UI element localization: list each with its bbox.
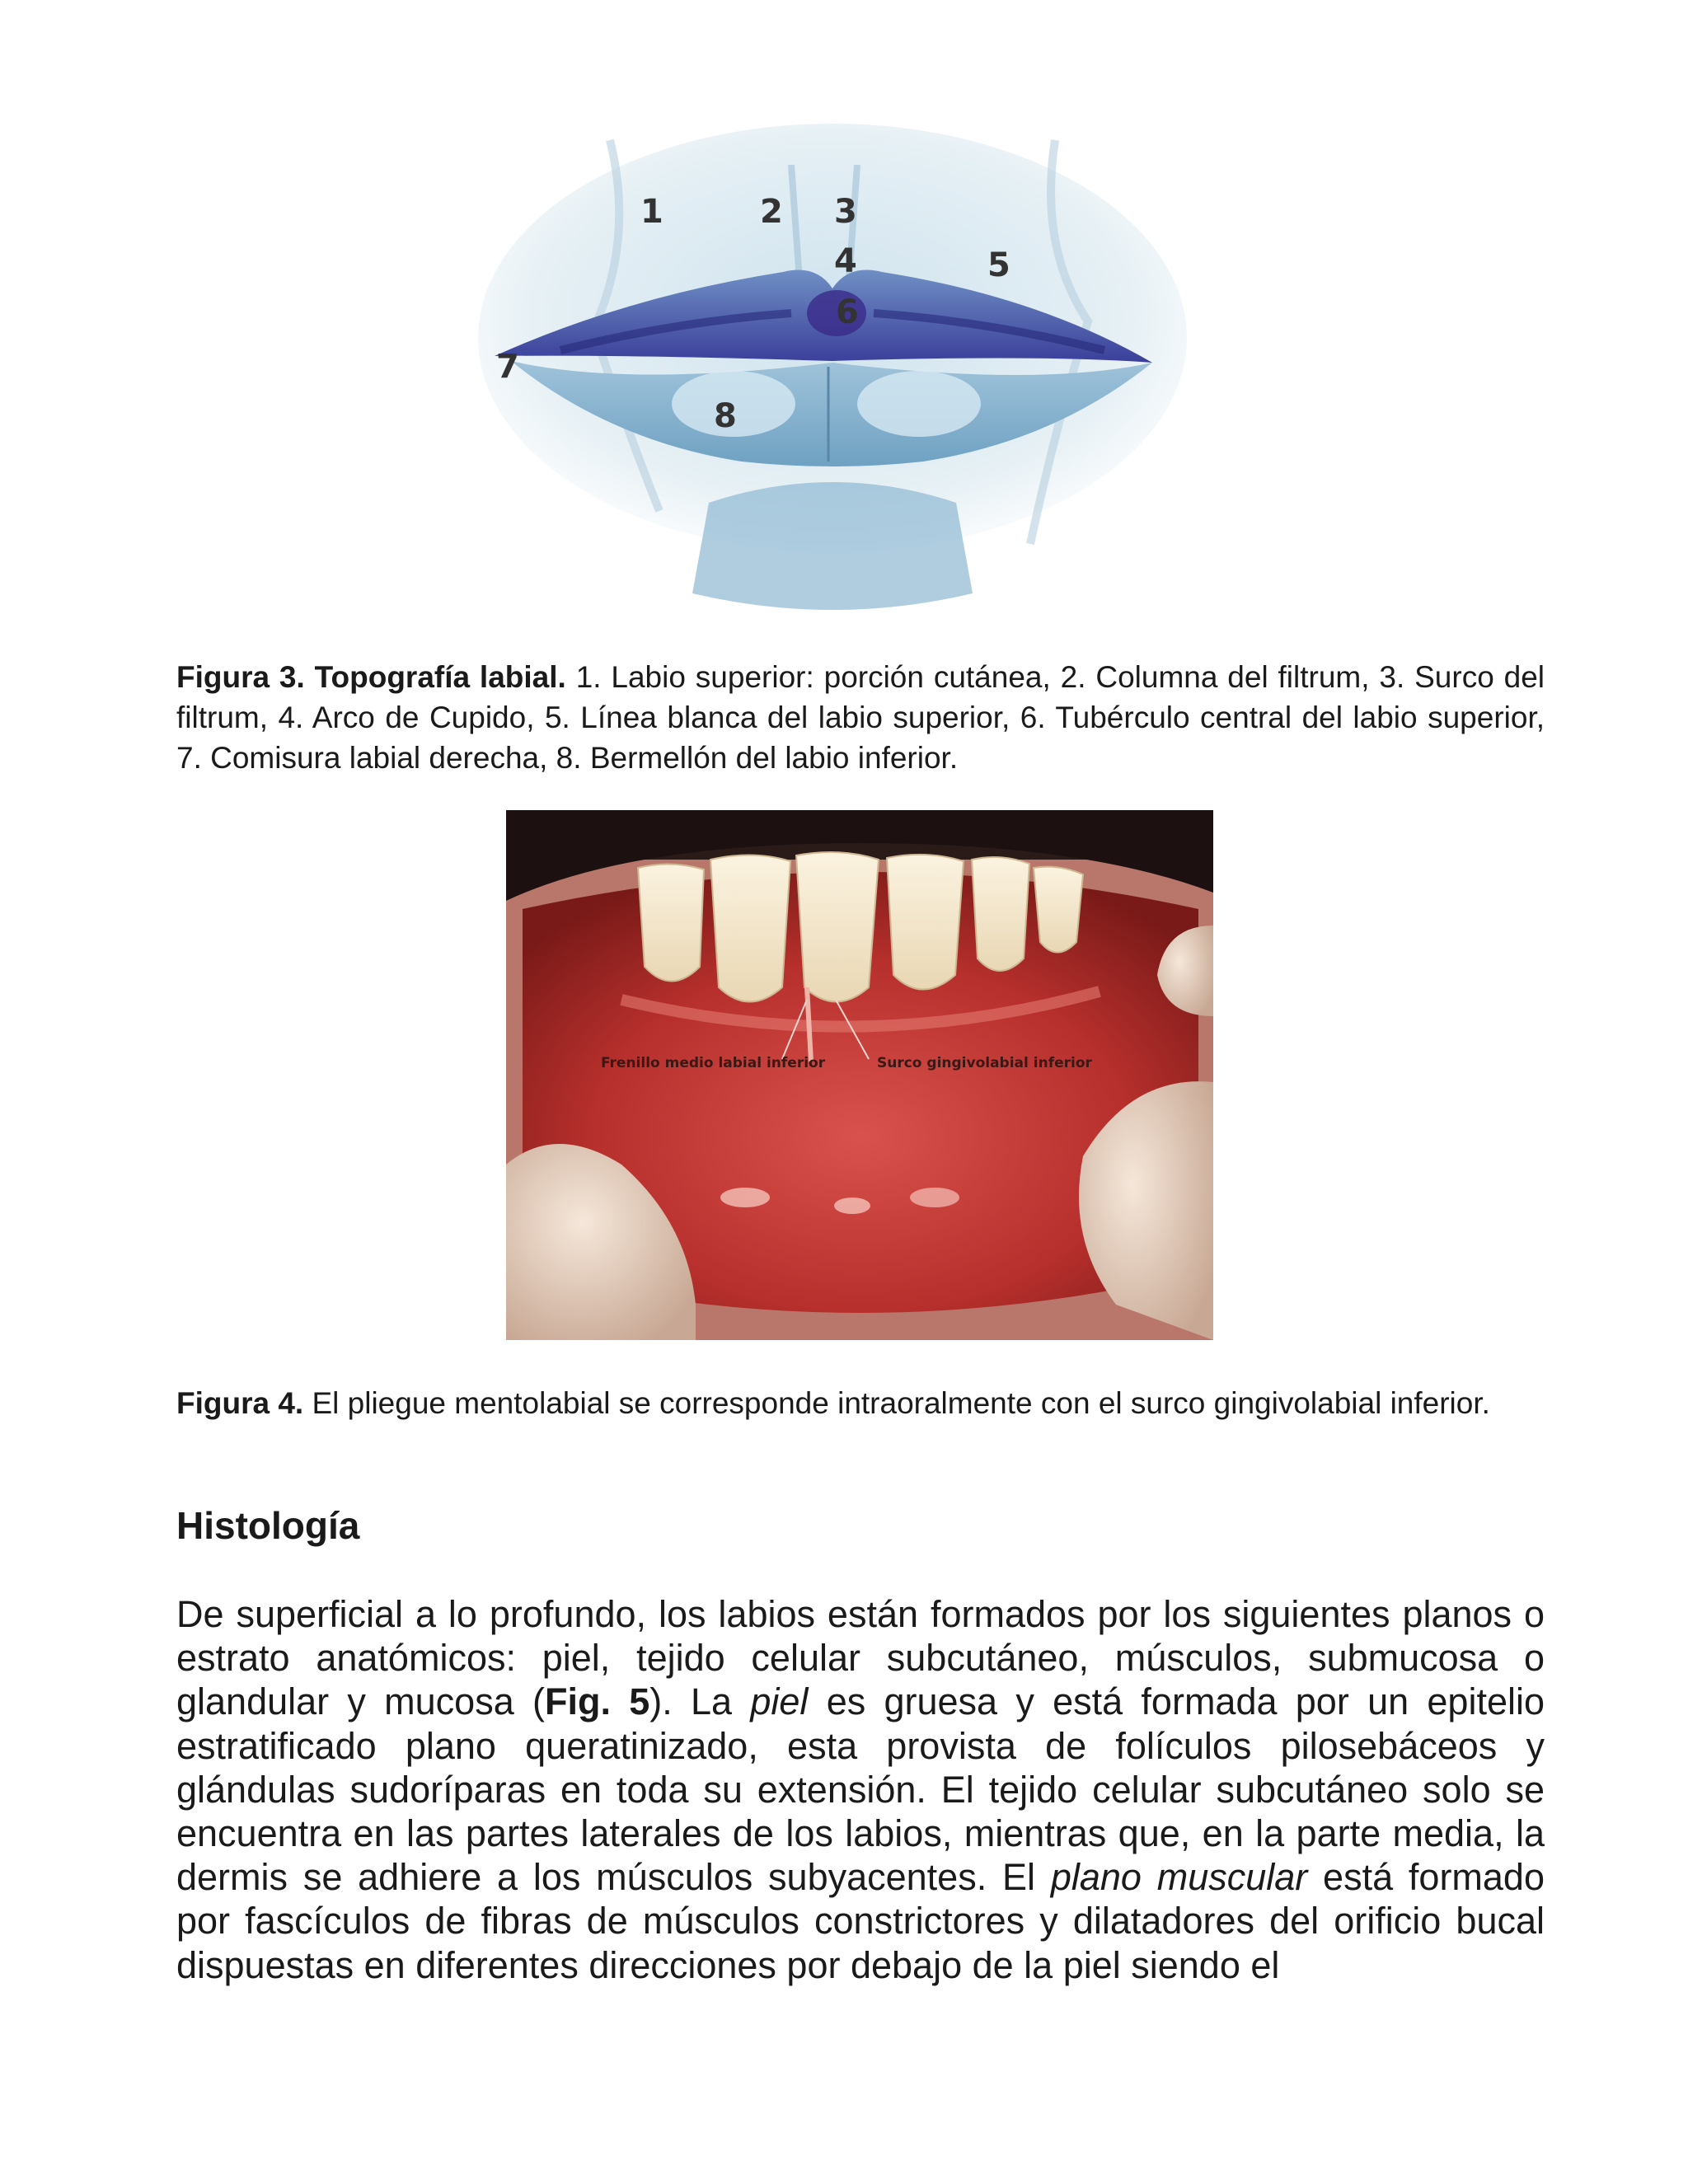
callout-7: 7 <box>496 348 519 386</box>
oral-photo-drawing <box>506 810 1213 1340</box>
figure-4-caption-text: El pliegue mentolabial se corresponde intraoralmente con el surco gingivolabial inferior. <box>312 1386 1490 1420</box>
figure-3-caption <box>176 657 1545 778</box>
callout-6: 6 <box>836 293 859 331</box>
figure-3-caption-text: 1. Labio superior: porción cutánea, 2. Columna del filtrum, 3. Surco del filtrum, 4. Arco de Cupido, 5. Línea blanca del labio superior, 6. Tubérculo central del labio superior, 7. Comisura labial derecha, 8. Bermellón del labio inferior. <box>176 660 1545 775</box>
body-paragraph <box>176 1592 1545 1987</box>
figure-5-reference: Fig. 5 <box>545 1680 650 1723</box>
figure-4-photo <box>506 810 1213 1340</box>
section-heading: Histología <box>176 1504 360 1547</box>
lip-topography-drawing <box>462 115 1203 626</box>
callout-5: 5 <box>987 246 1010 284</box>
figure-3-illustration <box>462 115 1203 626</box>
paragraph-part-3: es gruesa y está formada por un epitelio estratificado plano queratinizado, esta provista de folículos pilosebáceos y glándulas sudoríparas en toda su extensión. El tejido celular subcutáneo solo se encuentra en las partes laterales de los labios, mientras que, en la parte media, la dermis se adhiere a los músculos subyacentes. El <box>176 1680 1545 1899</box>
label-surco: Surco gingivolabial inferior <box>877 1055 1092 1071</box>
figure-4-caption-label: Figura 4. <box>176 1386 304 1420</box>
paragraph-part-1: De superficial a lo profundo, los labios están formados por los siguientes planos o estrato anatómicos: piel, tejido celular subcutáneo, músculos, submucosa o glandular y mucosa ( <box>176 1593 1545 1723</box>
paragraph-part-4: está formado por fascículos de fibras de músculos constrictores y dilatadores del orificio bucal dispuestas en diferentes direcciones por debajo de la piel siendo el <box>176 1856 1545 1986</box>
term-piel: piel <box>750 1680 809 1723</box>
figure-4-caption <box>176 1383 1545 1423</box>
callout-2: 2 <box>760 193 783 231</box>
label-frenillo: Frenillo medio labial inferior <box>601 1055 826 1071</box>
term-plano-muscular: plano muscular <box>1050 1856 1308 1899</box>
callout-8: 8 <box>714 397 737 435</box>
callout-4: 4 <box>834 242 857 280</box>
figure-3-caption-label: Figura 3. <box>176 660 305 694</box>
figure-3-caption-title: Topografía labial. <box>314 660 566 694</box>
paragraph-part-2: ). La <box>649 1680 751 1723</box>
callout-3: 3 <box>834 193 857 231</box>
callout-1: 1 <box>640 193 663 231</box>
